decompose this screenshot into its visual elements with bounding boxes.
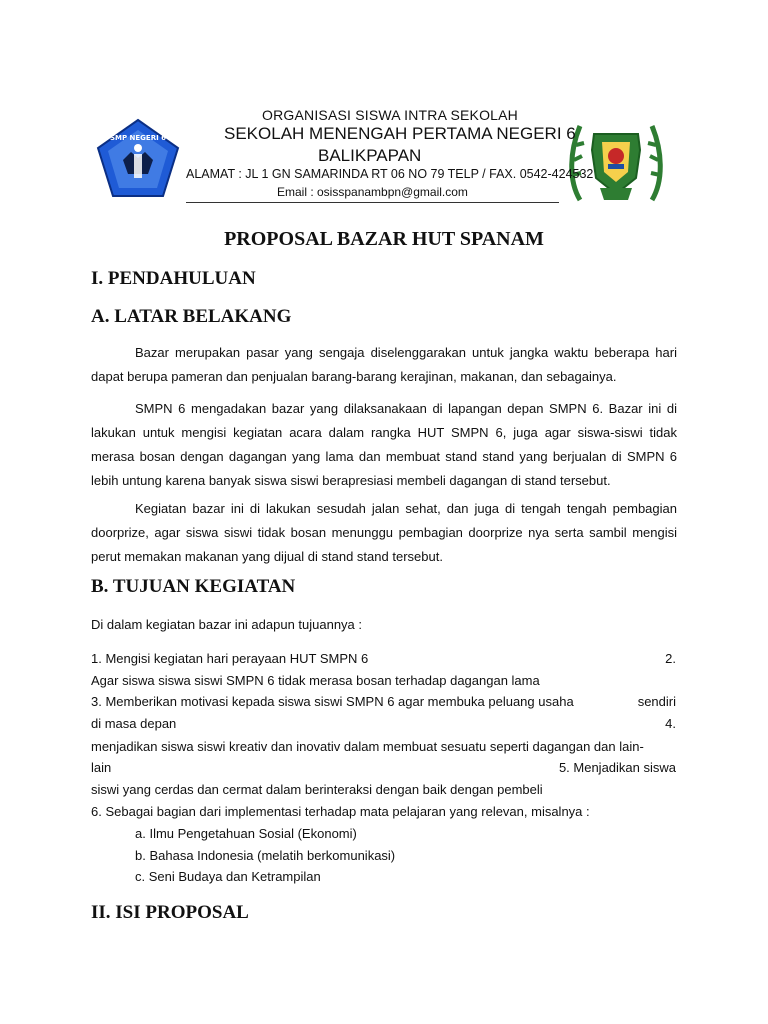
email[interactable]: Email : osisspanambpn@gmail.com — [277, 185, 468, 199]
section-tujuan-kegiatan: B. TUJUAN KEGIATAN — [91, 576, 296, 597]
org-name: ORGANISASI SISWA INTRA SEKOLAH — [262, 107, 518, 123]
goal-2-number: 2. — [665, 651, 676, 666]
section-isi-proposal: II. ISI PROPOSAL — [91, 902, 249, 923]
goal-5: 5. Menjadikan siswa — [558, 760, 676, 775]
paragraph-2: SMPN 6 mengadakan bazar yang dilaksanakaan di lapangan depan SMPN 6. Bazar ini di lakukan untuk mengisi kegiatan acara dalam rangka HUT SMPN 6, juga agar siswa-siswi tidak merasa bosan dengan dagangan yang lama dan membuat stand stand yang berjualan di SMPN 6 lebih untung karena banyak siswa siswi berapresiasi membeli dagangan di stand tersebut. — [91, 401, 677, 488]
goal-4-text: menjadikan siswa siswi kreativ dan inovativ dalam membuat sesuatu seperti dagangan dan lain- — [91, 739, 644, 754]
city-emblem — [566, 120, 666, 208]
goal-1: 1. Mengisi kegiatan hari perayaan HUT SMPN 6 — [91, 651, 369, 666]
goal-4-number: 4. — [665, 716, 676, 731]
paragraph-1: Bazar merupakan pasar yang sengaja diselenggarakan untuk jangka waktu beberapa hari dapat berupa pameran dan penjualan barang-barang kerajinan, makanan, dan sebagainya. — [91, 345, 677, 384]
logo-label: SMP NEGERI 6 — [109, 134, 167, 142]
school-logo — [96, 118, 180, 198]
goals-intro: Di dalam kegiatan bazar ini adapun tujuannya : — [91, 617, 363, 632]
goal-3-end: sendiri — [637, 694, 676, 709]
document-title: PROPOSAL BAZAR HUT SPANAM — [224, 228, 544, 250]
city-name: BALIKPAPAN — [318, 146, 422, 165]
goal-6: 6. Sebagai bagian dari implementasi terhadap mata pelajaran yang relevan, misalnya : — [91, 804, 590, 819]
goal-6-item-c: c. Seni Budaya dan Ketrampilan — [135, 869, 321, 884]
goal-3: 3. Memberikan motivasi kepada siswa siswi SMPN 6 agar membuka peluang usaha — [91, 694, 574, 709]
goal-6-item-a: a. Ilmu Pengetahuan Sosial (Ekonomi) — [135, 826, 357, 841]
section-latar-belakang: A. LATAR BELAKANG — [91, 306, 292, 327]
goal-6-item-b: b. Bahasa Indonesia (melatih berkomunikasi) — [135, 848, 396, 863]
header-rule — [186, 202, 559, 203]
address: ALAMAT : JL 1 GN SAMARINDA RT 06 NO 79 TELP / FAX. 0542-424532 — [186, 167, 594, 181]
goal-2-text: Agar siswa siswa siswi SMPN 6 tidak merasa bosan terhadap dagangan lama — [91, 673, 540, 688]
goal-3-cont: di masa depan — [91, 716, 177, 731]
school-name: SEKOLAH MENENGAH PERTAMA NEGERI 6 — [224, 124, 576, 143]
section-pendahuluan: I. PENDAHULUAN — [91, 268, 256, 289]
goal-5-cont: siswi yang cerdas dan cermat dalam berinteraksi dengan baik dengan pembeli — [91, 782, 543, 797]
paragraph-3: Kegiatan bazar ini di lakukan sesudah jalan sehat, dan juga di tengah tengah pembagian doorprize, agar siswa siswi tidak bosan menunggu pembagian doorprize nya serta sambil mengisi perut memakan makanan yang dijual di stand stand tersebut. — [91, 501, 677, 564]
goal-4-cont: lain — [91, 760, 112, 775]
